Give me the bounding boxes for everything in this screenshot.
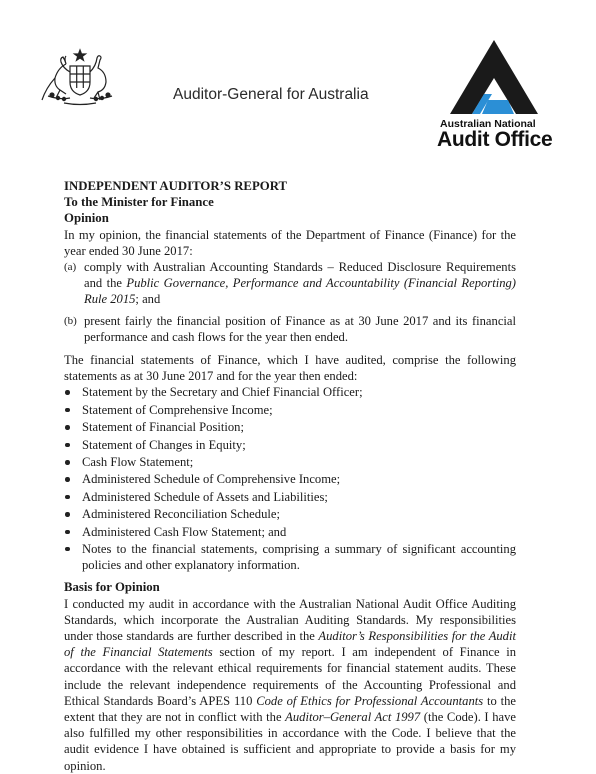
basis-italic-ref: Auditor–General Act 1997 bbox=[285, 709, 421, 724]
opinion-heading: Opinion bbox=[64, 211, 109, 226]
opinion-item-text bbox=[84, 259, 516, 308]
basis-heading: Basis for Opinion bbox=[64, 580, 160, 595]
list-item-text: Statement of Changes in Equity; bbox=[82, 437, 246, 452]
opinion-item-text: present fairly the financial position of Finance as at 30 June 2017 and its financial performance and cash flows for the year then ended. bbox=[84, 313, 516, 344]
list-item-text: Cash Flow Statement; bbox=[82, 455, 194, 469]
bullet-icon bbox=[64, 454, 82, 470]
list-item-text: Administered Schedule of Assets and Liabilities; bbox=[82, 489, 328, 504]
addressee-heading: To the Minister for Finance bbox=[64, 195, 214, 210]
basis-text-part: to the extent that they are not in conflict with the bbox=[64, 693, 517, 724]
list-item bbox=[64, 437, 516, 453]
list-marker: (a) bbox=[64, 261, 77, 274]
opinion-intro: In my opinion, the financial statements of the Department of Finance (Finance) for the year ended 30 June 2017: bbox=[64, 227, 516, 258]
list-item bbox=[64, 384, 516, 400]
statements-intro: The financial statements of Finance, which I have audited, comprise the following statements as at 30 June 2017 and for the year then ended: bbox=[64, 353, 516, 384]
basis-text-part: I conducted my audit in accordance with the Australian National Audit Office Auditing Standards, which incorporate the Australian Auditing Standards. My responsibilities under those standards are further described in the bbox=[64, 596, 516, 643]
bullet-icon bbox=[64, 489, 82, 505]
list-item bbox=[64, 402, 516, 418]
basis-italic-ref: Code of Ethics for Professional Accountants bbox=[256, 693, 484, 708]
rule-title-italic: Public Governance, Performance and Accountability (Financial Reporting) Rule 2015 bbox=[84, 276, 516, 307]
list-item-text: Notes to the financial statements, comprising a summary of significant accounting policies and other explanatory information. bbox=[82, 541, 516, 573]
coat-of-arms-icon bbox=[30, 48, 130, 108]
list-item-text: Statement of Financial Position; bbox=[82, 420, 244, 435]
bullet-icon bbox=[64, 384, 82, 400]
bullet-icon bbox=[64, 506, 82, 522]
bullet-icon bbox=[64, 437, 82, 453]
opinion-item bbox=[64, 259, 516, 308]
list-item bbox=[64, 471, 516, 487]
list-item-text: Statement of Comprehensive Income; bbox=[82, 402, 273, 417]
bullet-icon bbox=[64, 402, 82, 418]
list-item-text: Statement by the Secretary and Chief Financial Officer; bbox=[82, 385, 363, 400]
list-item bbox=[64, 454, 516, 470]
basis-italic-ref: Auditor’s Responsibilities for the Audit of the Financial Statements bbox=[64, 628, 516, 660]
bullet-icon bbox=[64, 541, 82, 573]
opinion-item bbox=[64, 313, 516, 345]
report-title: INDEPENDENT AUDITOR’S REPORT bbox=[64, 179, 288, 193]
basis-text-part: section of my report. I am independent of Finance in accordance with the relevant ethical requirements for financial statement audits. These include the relevant independence requirements of the Accounting Professional and Ethical Standards Board’s APES 110 bbox=[64, 645, 516, 708]
list-item-text: Administered Cash Flow Statement; and bbox=[82, 524, 287, 539]
list-item bbox=[64, 506, 516, 522]
list-item bbox=[64, 419, 516, 435]
logo-text-line1: Australian National bbox=[440, 118, 536, 130]
basis-text-part: (the Code). I have also fulfilled my other responsibilities in accordance with the Code. I believe that the audit evidence I have obtained is sufficient and appropriate to provide a basis for my opinion. bbox=[64, 709, 516, 773]
report-body bbox=[64, 178, 516, 774]
list-item bbox=[64, 489, 516, 505]
opinion-list bbox=[64, 259, 516, 345]
logo-text-line2: Audit Office bbox=[437, 128, 553, 151]
list-item-text: Administered Schedule of Comprehensive Income; bbox=[82, 472, 341, 487]
bullet-icon bbox=[64, 419, 82, 435]
list-item bbox=[64, 541, 516, 573]
basis-paragraph bbox=[64, 596, 516, 774]
statements-list bbox=[64, 384, 516, 573]
opinion-text-part: comply with Australian Accounting Standards – Reduced Disclosure Requirements and the bbox=[84, 260, 516, 291]
list-item-text: Administered Reconciliation Schedule; bbox=[82, 507, 280, 522]
list-item bbox=[64, 524, 516, 540]
agency-name: Auditor-General for Australia bbox=[173, 86, 369, 103]
bullet-icon bbox=[64, 471, 82, 487]
opinion-text-part: ; and bbox=[135, 292, 161, 307]
list-marker: (b) bbox=[64, 314, 77, 327]
bullet-icon bbox=[64, 524, 82, 540]
